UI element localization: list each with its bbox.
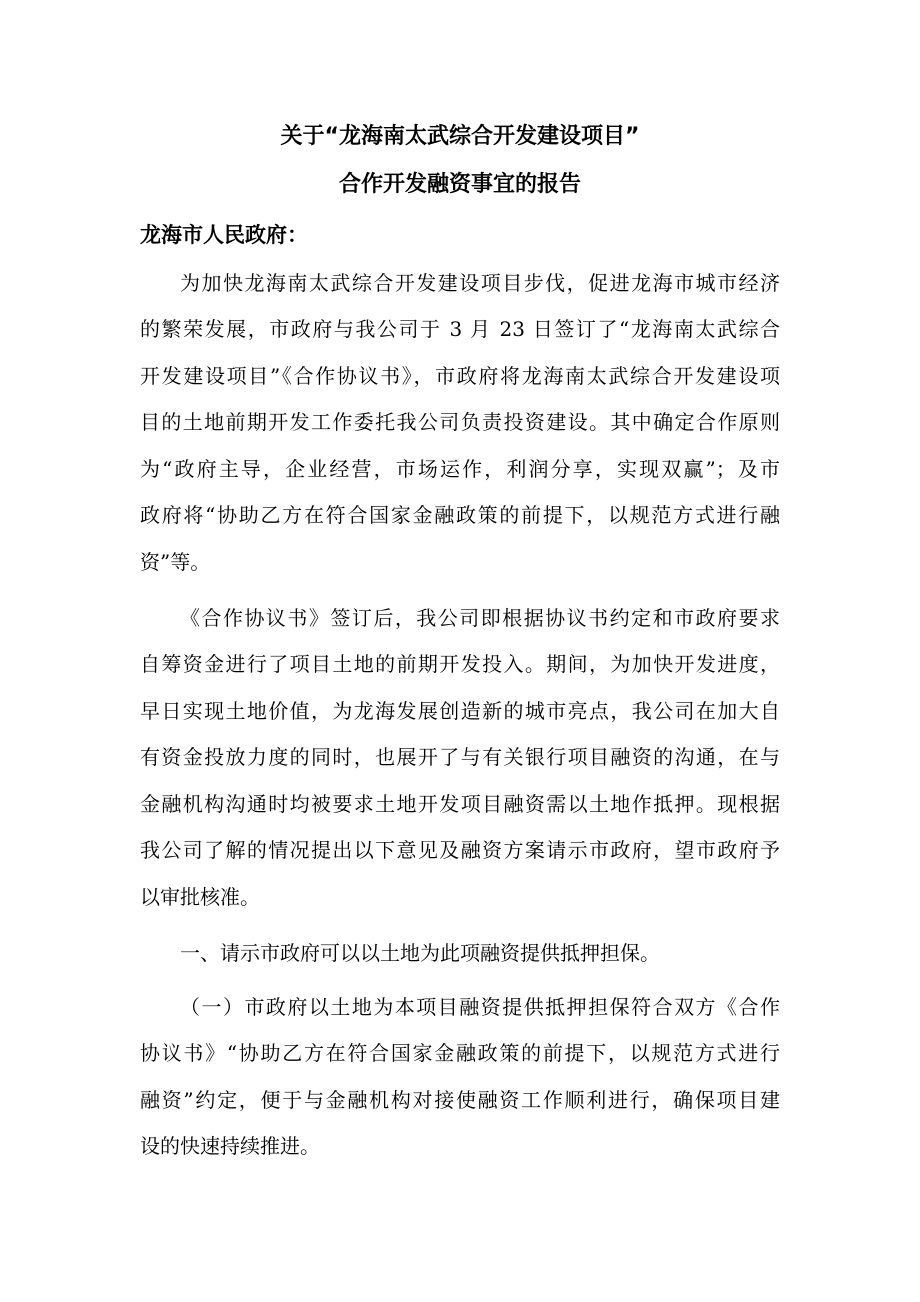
paragraph-2-line: 金融机构沟通时均被要求土地开发项目融资需以土地作抵押。现根据 <box>140 792 780 816</box>
paragraph-1-line: 为“政府主导，企业经营，市场运作，利润分享，实现双赢”；及市 <box>140 457 780 481</box>
paragraph-2-line: 《合作协议书》签订后，我公司即根据协议书约定和市政府要求 <box>180 606 780 630</box>
paragraph-1-line: 为加快龙海南太武综合开发建设项目步伐，促进龙海市城市经济 <box>180 271 780 295</box>
section-1-heading: 一、请示市政府可以以土地为此项融资提供抵押担保。 <box>180 941 660 965</box>
paragraph-1-line: 开发建设项目”《合作协议书》，市政府将龙海南太武综合开发建设项 <box>140 364 780 388</box>
paragraph-2-line: 有资金投放力度的同时，也展开了与有关银行项目融资的沟通，在与 <box>140 745 780 769</box>
salutation: 龙海市人民政府： <box>140 223 308 247</box>
paragraph-2-line: 自筹资金进行了项目土地的前期开发投入。期间，为加快开发进度， <box>140 652 780 676</box>
paragraph-1-line: 的繁荣发展，市政府与我公司于 3 月 23 日签订了“龙海南太武综合 <box>140 317 780 341</box>
paragraph-2-line: 我公司了解的情况提出以下意见及融资方案请示市政府，望市政府予 <box>140 838 780 862</box>
paragraph-1-line: 资”等。 <box>140 550 211 574</box>
paragraph-3-line: 协议书》“协助乙方在符合国家金融政策的前提下，以规范方式进行 <box>140 1041 780 1065</box>
paragraph-3-line: （一）市政府以土地为本项目融资提供抵押担保符合双方《合作 <box>180 995 780 1019</box>
document-title-line-1: 关于“龙海南太武综合开发建设项目” <box>280 124 640 149</box>
paragraph-2-line: 以审批核准。 <box>140 885 260 909</box>
document-title-line-2: 合作开发融资事宜的报告 <box>338 172 581 197</box>
paragraph-2-line: 早日实现土地价值，为龙海发展创造新的城市亮点，我公司在加大自 <box>140 699 780 723</box>
paragraph-1-line: 政府将“协助乙方在符合国家金融政策的前提下，以规范方式进行融 <box>140 503 780 527</box>
paragraph-1-line: 目的土地前期开发工作委托我公司负责投资建设。其中确定合作原则 <box>140 410 780 434</box>
paragraph-3-line: 设的快速持续推进。 <box>140 1134 320 1158</box>
paragraph-3-line: 融资”约定，便于与金融机构对接使融资工作顺利进行，确保项目建 <box>140 1088 780 1112</box>
